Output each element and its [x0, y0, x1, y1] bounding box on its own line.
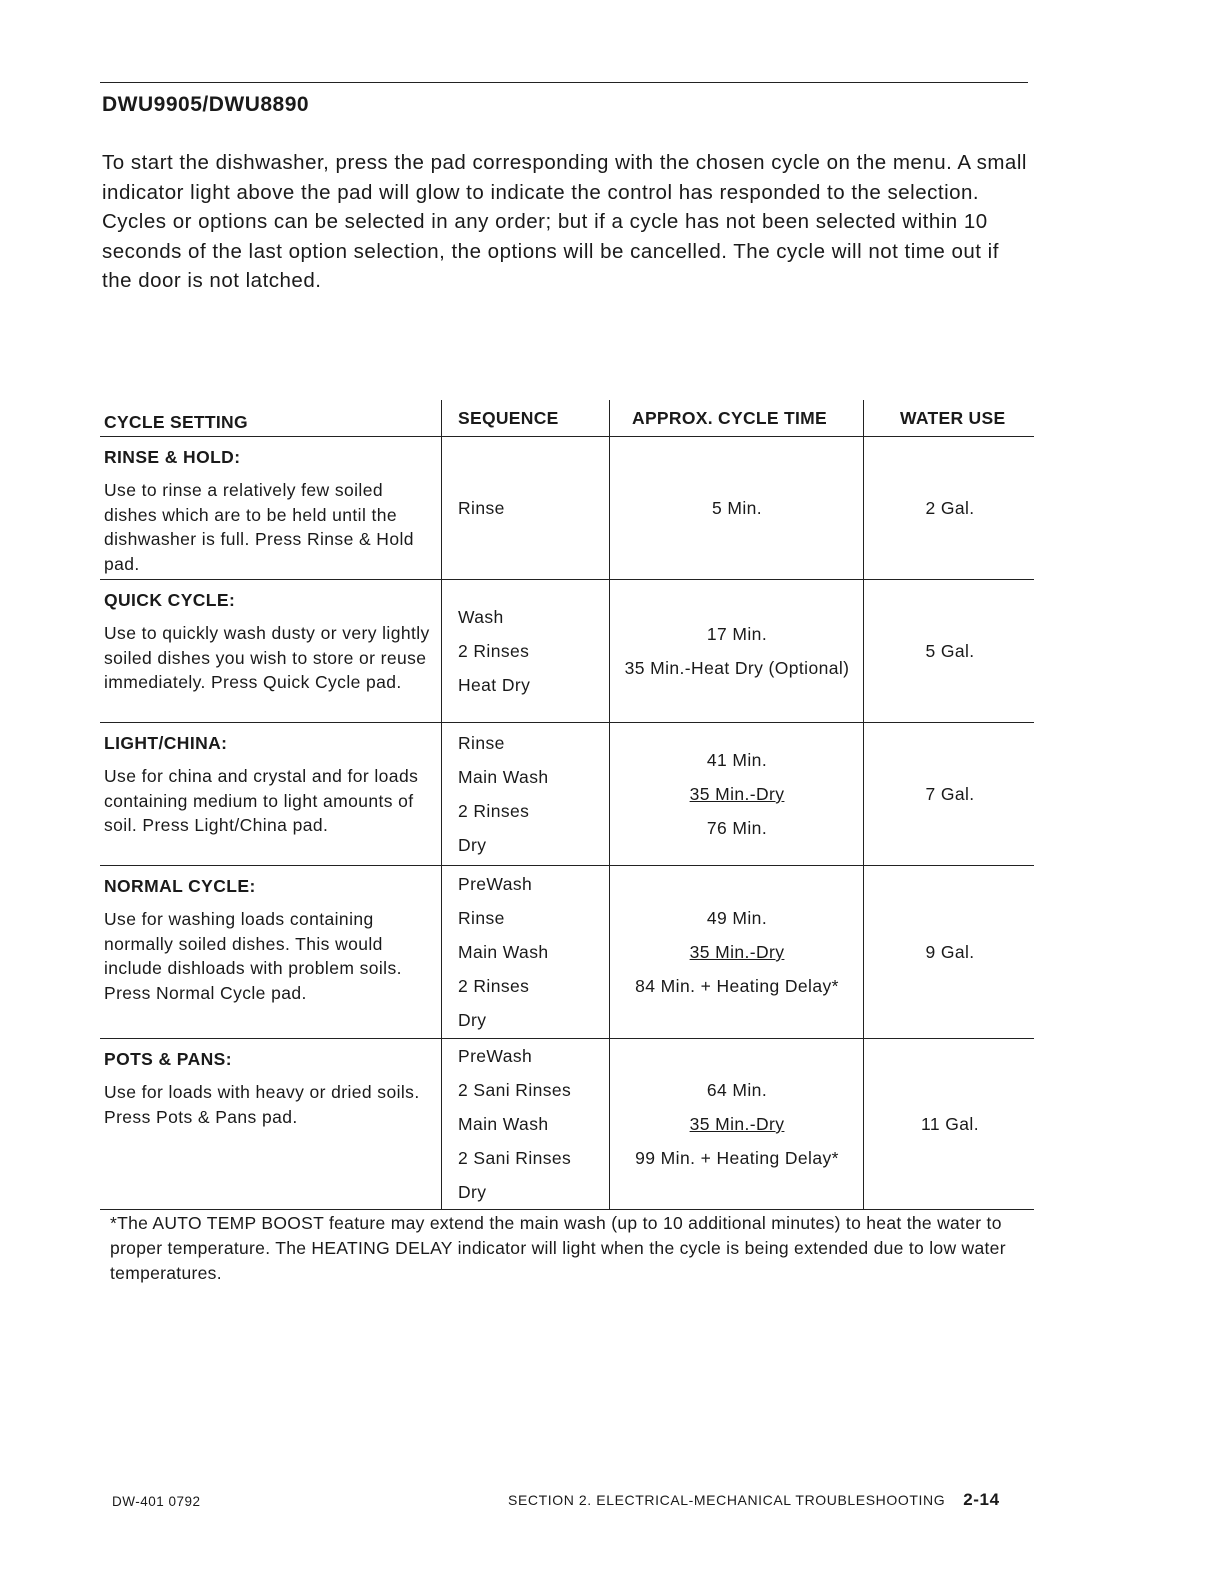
- table-row: [100, 723, 1034, 866]
- header-water-use: WATER USE: [900, 408, 1006, 428]
- sequence-step: Main Wash: [458, 767, 549, 787]
- sequence-step: Dry: [458, 1010, 487, 1030]
- cycle-name: QUICK CYCLE:: [104, 590, 236, 610]
- cycle-time-value: 35 Min.-Dry: [689, 1114, 785, 1134]
- cycle-time-value: 64 Min.: [706, 1080, 768, 1100]
- cycle-name: RINSE & HOLD:: [104, 447, 241, 467]
- header-divider: [863, 400, 864, 436]
- sequence-step: Main Wash: [458, 1114, 549, 1134]
- water-use-cell: [866, 437, 1034, 579]
- table-row: [100, 437, 1034, 580]
- cycle-setting-cell: [104, 1039, 434, 1209]
- table-header: [100, 400, 1034, 437]
- water-use-cell: [866, 723, 1034, 865]
- cycle-description: Use for loads with heavy or dried soils. Press Pots & Pans pad.: [104, 1082, 420, 1127]
- sequence-step: Dry: [458, 835, 487, 855]
- sequence-step: Heat Dry: [458, 675, 531, 695]
- footer-section: [508, 1490, 1000, 1510]
- model-title: DWU9905/DWU8890: [102, 93, 310, 116]
- column-divider: [441, 866, 442, 1038]
- sequence-step: Dry: [458, 1182, 487, 1202]
- sequence-step: PreWash: [458, 1046, 533, 1066]
- cycle-time-value: 35 Min.-Dry: [689, 942, 785, 962]
- water-use-value: 5 Gal.: [925, 640, 975, 661]
- cycle-time-cell: [612, 437, 862, 579]
- sequence-step: 2 Rinses: [458, 976, 530, 996]
- sequence-cell: [458, 1039, 608, 1209]
- page-number: 2-14: [963, 1490, 1000, 1509]
- water-use-cell: [866, 1039, 1034, 1209]
- water-use-value: 2 Gal.: [925, 497, 975, 518]
- cycle-table: [100, 400, 1034, 1210]
- sequence-step: Rinse: [458, 498, 505, 518]
- column-divider: [609, 580, 610, 722]
- column-divider: [609, 1039, 610, 1209]
- cycle-time-value: 5 Min.: [711, 498, 763, 518]
- cycle-setting-cell: [104, 437, 434, 579]
- cycle-time-value: 35 Min.-Heat Dry (Optional): [624, 658, 850, 678]
- water-use-value: 11 Gal.: [921, 1113, 979, 1134]
- sequence-step: 2 Rinses: [458, 801, 530, 821]
- cycle-description: Use for china and crystal and for loads containing medium to light amounts of soil. Press Light/China pad.: [104, 766, 419, 835]
- cycle-time-value: 41 Min.: [706, 750, 768, 770]
- cycle-time-cell: [612, 723, 862, 865]
- header-cycle-setting: CYCLE SETTING: [104, 412, 248, 432]
- water-use-value: 9 Gal.: [925, 941, 975, 962]
- column-divider: [609, 437, 610, 579]
- sequence-step: Main Wash: [458, 942, 549, 962]
- cycle-time-value: 84 Min. + Heating Delay*: [635, 976, 839, 996]
- cycle-time-value: 17 Min.: [706, 624, 768, 644]
- sequence-step: Rinse: [458, 733, 505, 753]
- cycle-time-value: 99 Min. + Heating Delay*: [635, 1148, 839, 1168]
- cycle-time-cell: [612, 580, 862, 722]
- water-use-cell: [866, 866, 1034, 1038]
- cycle-description: Use to quickly wash dusty or very lightly soiled dishes you wish to store or reuse immediately. Press Quick Cycle pad.: [104, 623, 430, 692]
- table-row: [100, 1039, 1034, 1210]
- column-divider: [863, 866, 864, 1038]
- cycle-time-value: 76 Min.: [706, 818, 768, 838]
- sequence-cell: [458, 437, 608, 579]
- header-cycle-time: APPROX. CYCLE TIME: [632, 408, 828, 428]
- sequence-cell: [458, 580, 608, 722]
- water-use-cell: [866, 580, 1034, 722]
- header-divider: [609, 400, 610, 436]
- header-sequence: SEQUENCE: [458, 408, 559, 428]
- cycle-name: NORMAL CYCLE:: [104, 876, 256, 896]
- table-row: [100, 580, 1034, 723]
- sequence-cell: [458, 866, 608, 1038]
- column-divider: [863, 723, 864, 865]
- header-divider: [441, 400, 442, 436]
- section-title: SECTION 2. ELECTRICAL-MECHANICAL TROUBLESHOOTING: [508, 1492, 946, 1508]
- cycle-description: Use to rinse a relatively few soiled dishes which are to be held until the dishwasher is full. Press Rinse & Hold pad.: [104, 480, 414, 574]
- table-row: [100, 866, 1034, 1039]
- column-divider: [863, 437, 864, 579]
- footnote: *The AUTO TEMP BOOST feature may extend the main wash (up to 10 additional minutes) to heat the water to proper temperature. The HEATING DELAY indicator will light when the cycle is being extended due to low water temperatures.: [110, 1213, 1006, 1283]
- column-divider: [441, 1039, 442, 1209]
- sequence-step: 2 Sani Rinses: [458, 1080, 572, 1100]
- column-divider: [609, 866, 610, 1038]
- column-divider: [609, 723, 610, 865]
- cycle-time-cell: [612, 866, 862, 1038]
- top-rule: [100, 82, 1028, 83]
- sequence-step: 2 Rinses: [458, 641, 530, 661]
- sequence-cell: [458, 723, 608, 865]
- cycle-time-value: 35 Min.-Dry: [689, 784, 785, 804]
- column-divider: [441, 580, 442, 722]
- cycle-name: POTS & PANS:: [104, 1049, 232, 1069]
- cycle-description: Use for washing loads containing normally soiled dishes. This would include dishloads with problem soils. Press Normal Cycle pad.: [104, 909, 402, 1003]
- cycle-setting-cell: [104, 723, 434, 865]
- sequence-step: Rinse: [458, 908, 505, 928]
- cycle-setting-cell: [104, 866, 434, 1038]
- sequence-step: PreWash: [458, 874, 533, 894]
- cycle-setting-cell: [104, 580, 434, 722]
- doc-code: DW-401 0792: [112, 1494, 201, 1509]
- column-divider: [441, 723, 442, 865]
- column-divider: [863, 1039, 864, 1209]
- sequence-step: Wash: [458, 607, 504, 627]
- column-divider: [441, 437, 442, 579]
- cycle-name: LIGHT/CHINA:: [104, 733, 228, 753]
- intro-paragraph: To start the dishwasher, press the pad corresponding with the chosen cycle on the menu. A small indicator light above the pad will glow to indicate the control has responded to the selection. Cycles or options can be selected in any order; but if a cycle has not been selected within 10 seconds of the last option selection, the options will be cancelled. The cycle will not time out if the door is not latched.: [102, 151, 1027, 292]
- cycle-time-cell: [612, 1039, 862, 1209]
- column-divider: [863, 580, 864, 722]
- cycle-time-value: 49 Min.: [706, 908, 768, 928]
- sequence-step: 2 Sani Rinses: [458, 1148, 572, 1168]
- water-use-value: 7 Gal.: [925, 783, 975, 804]
